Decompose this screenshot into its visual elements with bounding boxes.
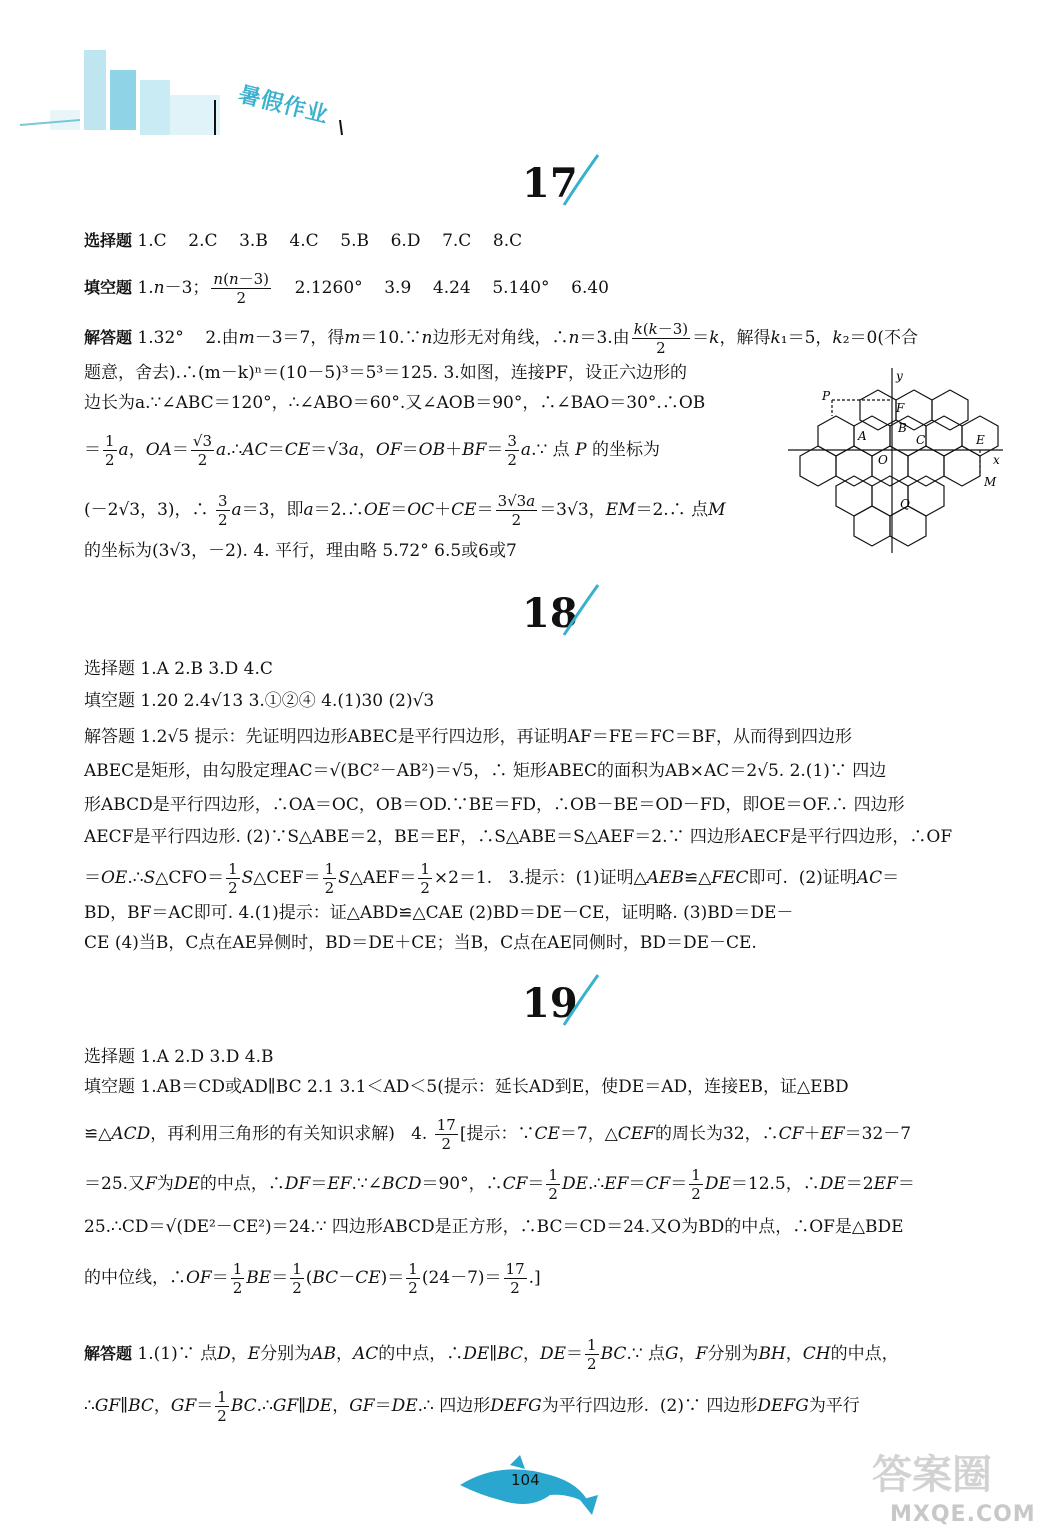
- s17-line-choice: 选择题 1.C 2.C 3.B 4.C 5.B 6.D 7.C 8.C: [84, 231, 523, 251]
- s19-line-8: ∴GF∥BC，GF＝ $\frac{1}{2}$ BC.∴GF∥DE，GF＝DE.∴ 四边形DEFG为平行四边形. (2)∵ 四边形DEFG为平行: [84, 1388, 860, 1425]
- s17-line-4: 题意，舍去).∴(m－k)ⁿ＝(10－5)³＝5³＝125. 3.如图，连接PF，设正六边形的: [84, 363, 687, 383]
- s17-line-7: (－2√3，3)，∴ $\frac{3}{2}$ a＝3，即a＝2.∴OE＝OC＋CE＝ $\frac{3√3a}{2}$ ＝3√3，EM＝2.∴ 点M: [84, 492, 726, 529]
- watermark: [860, 1440, 1040, 1530]
- s18-line-fill: 填空题 1.20 2.4√13 3.①②④ 4.(1)30 (2)√3: [84, 691, 435, 711]
- s19-line-6: 的中位线，∴OF＝ $\frac{1}{2}$ BE＝ $\frac{1}{2}$ (BC－CE)＝ $\frac{1}{2}$ (24－7)＝ $\frac{17}{2}$ .]: [84, 1260, 541, 1297]
- s18-line-6: AECF是平行四边形. (2)∵S△ABE＝2，BE＝EF，∴S△ABE＝S△AEF＝2.∵ 四边形AECF是平行四边形，∴OF: [84, 827, 953, 847]
- s19-line-5: 25.∴CD＝√(DE²－CE²)＝24.∵ 四边形ABCD是正方形，∴BC＝CD＝24.又O为BD的中点，∴OF是△BDE: [84, 1217, 904, 1237]
- fig-label-A: A: [858, 429, 867, 443]
- section-number-17: 17: [522, 160, 578, 207]
- dolphin-icon: [440, 1455, 600, 1525]
- watermark-text: MXQE.COM: [890, 1502, 1036, 1527]
- s18-line-3: 解答题 1.2√5 提示：先证明四边形ABEC是平行四边形，再证明AF＝FE＝FC＝BF，从而得到四边形: [84, 727, 853, 747]
- swoosh-icon: [560, 580, 600, 640]
- s18-line-5: 形ABCD是平行四边形，∴OA＝OC，OB＝OD.∵BE＝FD，∴OB－BE＝OD－FD，即OE＝OF.∴ 四边形: [84, 795, 905, 815]
- fig-label-Q: Q: [900, 497, 910, 511]
- section-number-18: 18: [522, 590, 578, 637]
- s18-line-9: CE (4)当B，C点在AE异侧时，BD＝DE＋CE；当B，C点在AE同侧时，BD＝DE－CE.: [84, 933, 757, 953]
- fig-label-B: B: [898, 421, 907, 435]
- s17-line-5: 边长为a.∵∠ABC＝120°，∴∠ABO＝60°.又∠AOB＝90°，∴∠BAO＝30°.∴OB: [84, 393, 706, 413]
- swoosh-icon: [560, 150, 600, 210]
- s18-line-8: BD，BF＝AC即可. 4.(1)提示：证△ABD≌△CAE (2)BD＝DE－CE，证明略. (3)BD＝DE－: [84, 903, 794, 923]
- s17-line-8: 的坐标为(3√3，－2). 4. 平行，理由略 5.72° 6.5或6或7: [84, 541, 517, 561]
- fig-label-C: C: [916, 433, 926, 447]
- s18-line-choice: 选择题 1.A 2.B 3.D 4.C: [84, 659, 273, 679]
- header-logo: [10, 40, 350, 150]
- hexagon-figure: [788, 368, 1008, 558]
- s18-line-4: ABEC是矩形，由勾股定理AC＝√(BC²－AB²)＝√5，∴ 矩形ABEC的面积为AB×AC＝2√5. 2.(1)∵ 四边: [84, 761, 887, 781]
- section-number-19: 19: [522, 980, 578, 1027]
- s19-line-4: ＝25.又F为DE的中点，∴DF＝EF.∵∠BCD＝90°，∴CF＝ $\frac{1}{2}$ DE.∴EF＝CF＝ $\frac{1}{2}$ DE＝12.5，∴DE＝2EF＝: [84, 1166, 915, 1203]
- fig-label-O: O: [878, 453, 888, 467]
- page-number: 104: [511, 1471, 540, 1489]
- page-footer: [440, 1455, 600, 1525]
- fig-label-x: x: [993, 453, 1000, 467]
- watermark-chars: 答案圈: [872, 1452, 992, 1498]
- fig-label-F: F: [896, 401, 905, 415]
- s19-line-7: 解答题 1.(1)∵ 点D，E分别为AB，AC的中点，∴DE∥BC，DE＝ $\frac{1}{2}$ BC.∵ 点G，F分别为BH，CH的中点，: [84, 1336, 899, 1373]
- s17-line-fill: 填空题 1.n－3； $\frac{n(n-3)}{2}$ 2.1260° 3.9 4.24 5.140° 6.40: [84, 270, 609, 307]
- swoosh-icon: [560, 970, 600, 1030]
- fig-label-P: P: [822, 389, 831, 403]
- s19-line-3: ≌△ACD，再利用三角形的有关知识求解) 4. $\frac{17}{2}$ [提示：∵CE＝7，△CEF的周长为32，∴CF＋EF＝32－7: [84, 1116, 912, 1153]
- fig-label-y: y: [896, 369, 903, 383]
- watermark-logo-icon: [860, 1440, 1040, 1500]
- logo-text: 暑假作业: [235, 82, 332, 129]
- fig-label-E: E: [976, 433, 985, 447]
- fig-label-M: M: [984, 475, 997, 489]
- s19-line-choice: 选择题 1.A 2.D 3.D 4.B: [84, 1047, 274, 1067]
- s18-line-7: ＝OE.∴S△CFO＝ $\frac{1}{2}$ S△CEF＝ $\frac{1}{2}$ S△AEF＝ $\frac{1}{2}$ ×2＝1. 3.提示：(1)证明△AEB≌△FEC即可. (2)证明AC＝: [84, 860, 900, 897]
- s19-line-fill: 填空题 1.AB＝CD或AD∥BC 2.1 3.1＜AD＜5(提示：延长AD到E，使DE＝AD，连接EB，证△EBD: [84, 1077, 849, 1097]
- s17-line-6: ＝ $\frac{1}{2}$ a，OA＝ $\frac{√3}{2}$ a.∴AC＝CE＝√3a，OF＝OB＋BF＝ $\frac{3}{2}$ a.∵ 点 P 的坐标为: [84, 432, 660, 469]
- s17-line-3: 解答题 1.32° 2.由m－3＝7，得m＝10.∵n边形无对角线，∴n＝3.由 $\frac{k(k-3)}{2}$ ＝k，解得k₁＝5，k₂＝0(不合: [84, 320, 918, 357]
